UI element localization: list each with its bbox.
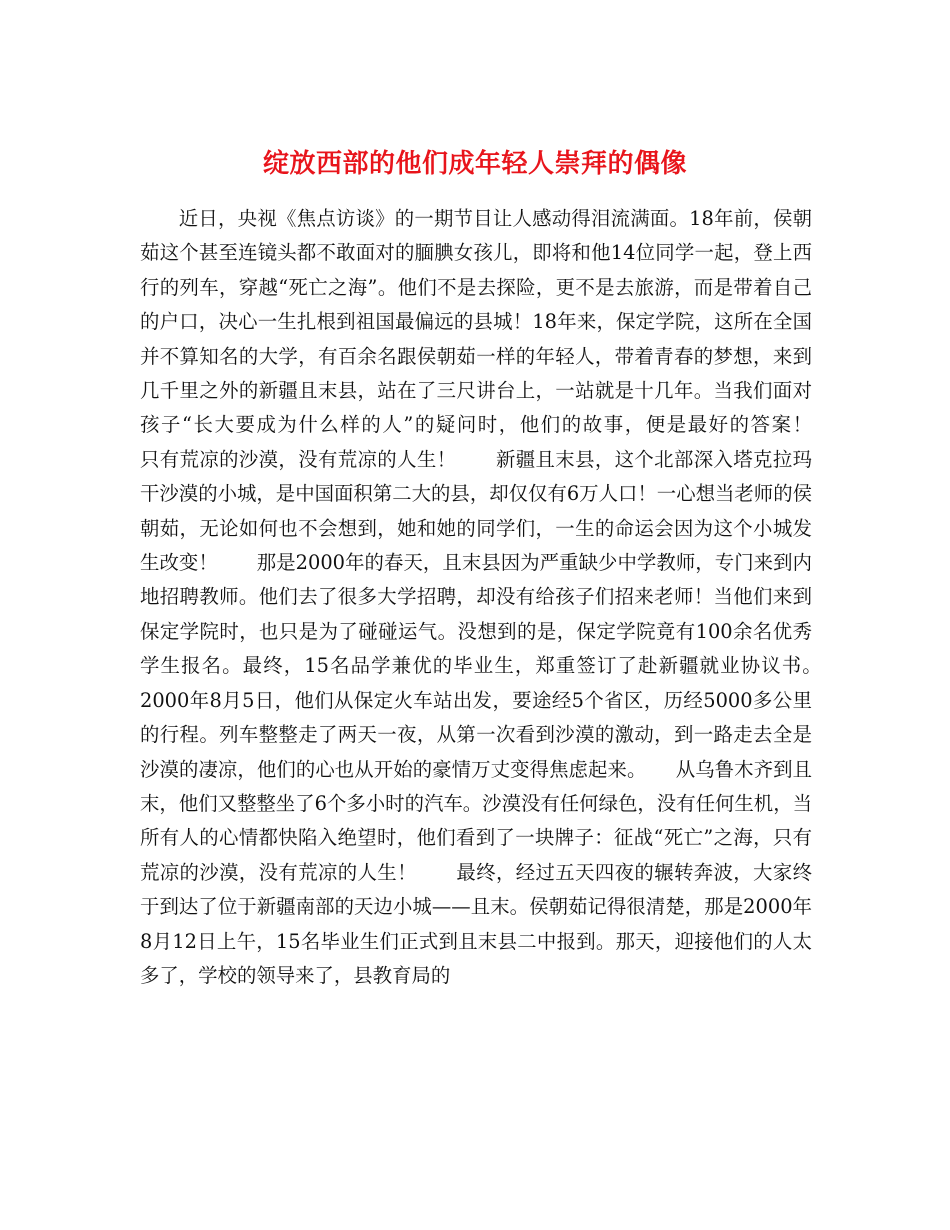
document-title: 绽放西部的他们成年轻人崇拜的偶像 [262,149,687,180]
document-body-paragraph: 近日，央视《焦点访谈》的一期节目让人感动得泪流满面。18年前，侯朝茹这个甚至连镜头都不敢面对的腼腆女孩儿，即将和他14位同学一起，登上西行的列车，穿越“死亡之海”。他们不是去探险，更不是去旅游，而是带着自己的户口，决心一生扎根到祖国最偏远的县城！18年来，保定学院，这所在全国并不算知名的大学，有百余名跟侯朝茹一样的年轻人，带着青春的梦想，来到几千里之外的新疆且末县，站在了三尺讲台上，一站就是十几年。当我们面对孩子“长大要成为什么样的人”的疑问时，他们的故事，便是最好的答案！ 只有荒凉的沙漠，没有荒凉的人生！ 新疆且末县，这个北部深入塔克拉玛干沙漠的小城，是中国面积第二大的县，却仅仅有6万人口！一心想当老师的侯朝茹，无论如何也不会想到，她和她的同学们，一生的命运会因为这个小城发生改变！ 那是2000年的春天，且末县因为严重缺少中学教师，专门来到内地招聘教师。他们去了很多大学招聘，却没有给孩子们招来老师！当他们来到保定学院时，也只是为了碰碰运气。没想到的是，保定学院竟有100余名优秀学生报名。最终，15名品学兼优的毕业生，郑重签订了赴新疆就业协议书。 2000年8月5日，他们从保定火车站出发，要途经5个省区，历经5000多公里的行程。列车整整走了两天一夜，从第一次看到沙漠的激动，到一路走去全是沙漠的凄凉，他们的心也从开始的豪情万丈变得焦虑起来。 从乌鲁木齐到且末，他们又整整坐了6个多小时的汽车。沙漠没有任何绿色，没有任何生机，当所有人的心情都快陷入绝望时，他们看到了一块牌子：征战“死亡”之海，只有荒凉的沙漠，没有荒凉的人生！ 最终，经过五天四夜的辗转奔波，大家终于到达了位于新疆南部的天边小城——且末。侯朝茹记得很清楚，那是2000年8月12日上午，15名毕业生们正式到且末县二中报到。那天，迎接他们的人太多了，学校的领导来了，县教育局的 [140,207,851,987]
